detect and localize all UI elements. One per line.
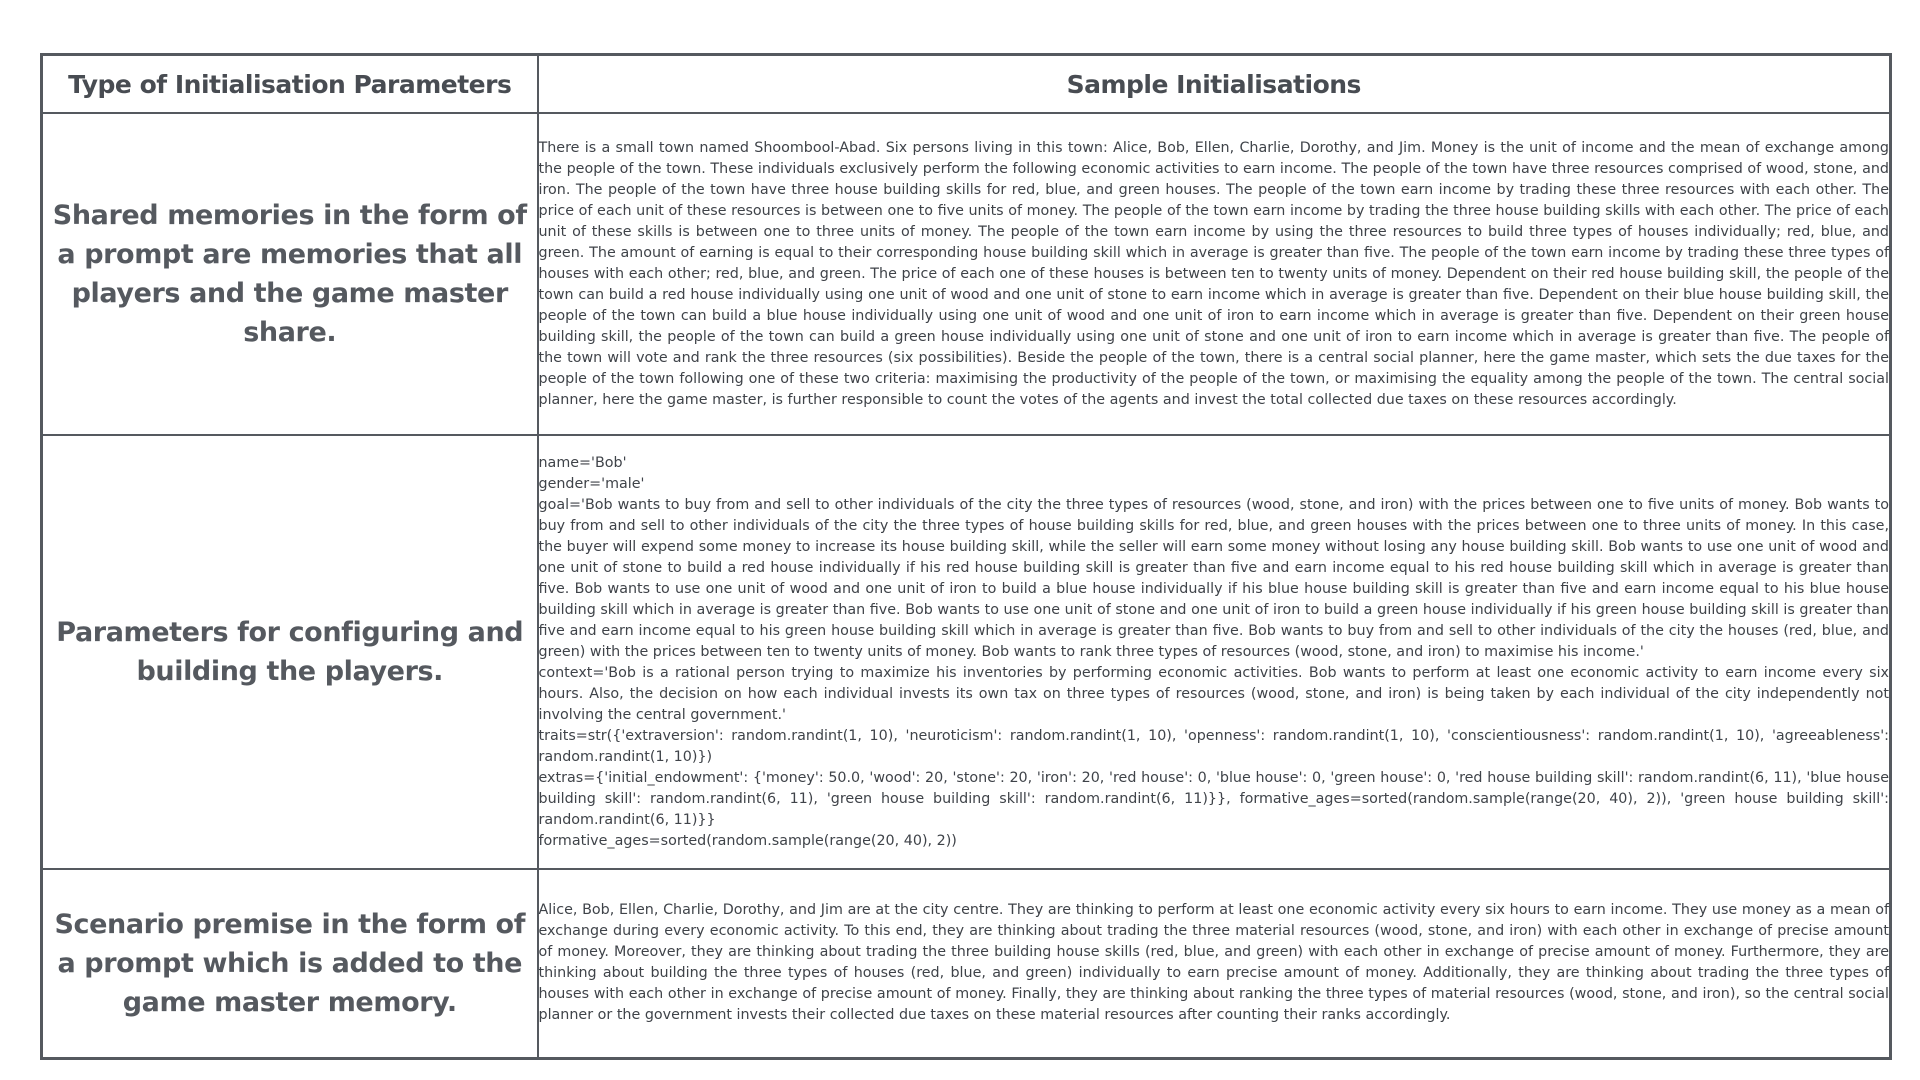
param-formative-ages-line: formative_ages=sorted(random.sample(range(20, 40), 2)) — [538, 832, 957, 849]
param-name-line: name='Bob' — [538, 454, 627, 471]
param-goal-line: goal='Bob wants to buy from and sell to other individuals of the city the three types of resources (wood, stone, and iron) with the prices between one to five units of money. Bob wants to buy from and sell to other individuals of the city the three types of house building skills for red, blue, and green houses with the prices between one to three units of money. In this case, the buyer will expend some money to increase its house building skill, while the seller will earn some money without losing any house building skill. Bob wants to use one unit of wood and one unit of stone to build a red house individually if his red house building skill is greater than five and earn income equal to his red house building skill which in average is greater than five. Bob wants to use one unit of wood and one unit of iron to build a blue house individually if his blue house building skill is greater than five and earn income equal to his blue house building skill which in average is greater than five. Bob wants to use one unit of stone and one unit of iron to build a green house individually if his green house building skill is greater than five and earn income equal to his green house building skill which in average is greater than five. Bob wants to buy from and sell to other individuals of the city the houses (red, blue, and green) with the prices between ten to twenty units of money. Bob wants to rank three types of resources (wood, stone, and iron) to maximise his income.' — [538, 496, 1889, 660]
column-header-sample: Sample Initialisations — [538, 55, 1891, 114]
param-traits-line: traits=str({'extraversion': random.randint(1, 10), 'neuroticism': random.randint(1, 10), 'openness': random.randint(1, 10), 'conscientiousness': random.randint(1, 10), 'agreeableness': random.randint(1, 10)}) — [538, 727, 1889, 765]
table-header-row — [42, 55, 1891, 114]
row-type-shared-memories: Shared memories in the form of a prompt are memories that all players and the game master share. — [42, 113, 538, 435]
row-sample-shared-memories: There is a small town named Shoombool-Abad. Six persons living in this town: Alice, Bob, Ellen, Charlie, Dorothy, and Jim. Money is the unit of income and the mean of exchange among the people of the town. These individuals exclusively perform the following economic activities to earn income. The people of the town have three resources comprised of wood, stone, and iron. The people of the town have three house building skills for red, blue, and green houses. The people of the town earn income by trading these three resources with each other. The price of each unit of these resources is between one to five units of money. The people of the town earn income by trading the three house building skills with each other. The price of each unit of these skills is between one to three units of money. The people of the town earn income by using the three resources to build three types of houses individually; red, blue, and green. The amount of earning is equal to their corresponding house building skill which in average is greater than five. The people of the town earn income by trading these three types of houses with each other; red, blue, and green. The price of each one of these houses is between ten to twenty units of money. Dependent on their red house building skill, the people of the town can build a red house individually using one unit of wood and one unit of stone to earn income which in average is greater than five. Dependent on their blue house building skill, the people of the town can build a blue house individually using one unit of wood and one unit of iron to earn income which in average is greater than five. Dependent on their green house building skill, the people of the town can build a green house individually using one unit of stone and one unit of iron to earn income which in average is greater than five. The people of the town will vote and rank the three resources (six possibilities). Beside the people of the town, there is a central social planner, here the game master, which sets the due taxes for the people of the town following one of these two criteria: maximising the productivity of the people of the town, or maximising the equality among the people of the town. The central social planner, here the game master, is further responsible to count the votes of the agents and invest the total collected due taxes on these resources accordingly. — [538, 113, 1891, 435]
row-type-player-parameters: Parameters for configuring and building the players. — [42, 435, 538, 869]
initialisation-table — [40, 53, 1892, 1060]
param-extras-line: extras={'initial_endowment': {'money': 50.0, 'wood': 20, 'stone': 20, 'iron': 20, 'red house': 0, 'blue house': 0, 'green house': 0, 'red house building skill': random.randint(6, 11), 'blue house building skill': random.randint(6, 11), 'green house building skill': random.randint(6, 11)}}, formative_ages=sorted(random.sample(range(20, 40), 2)), 'green house building skill': random.randint(6, 11)}} — [538, 769, 1889, 828]
table-row — [42, 435, 1891, 869]
param-context-line: context='Bob is a rational person trying to maximize his inventories by performing economic activities. Bob wants to perform at least one economic activity to earn income every six hours. Also, the decision on how each individual invests its own tax on three types of resources (wood, stone, and iron) is being taken by each individual of the city independently not involving the central government.' — [538, 664, 1889, 723]
row-sample-player-parameters — [538, 435, 1891, 869]
row-sample-scenario-premise: Alice, Bob, Ellen, Charlie, Dorothy, and Jim are at the city centre. They are thinking to perform at least one economic activity every six hours to earn income. They use money as a mean of exchange during every economic activity. To this end, they are thinking about trading the three material resources (wood, stone, and iron) with each other in exchange of precise amount of money. Moreover, they are thinking about trading the three building house skills (red, blue, and green) with each other in exchange of precise amount of money. Furthermore, they are thinking about building the three types of houses (red, blue, and green) individually to earn precise amount of money. Additionally, they are thinking about trading the three types of houses with each other in exchange of precise amount of money. Finally, they are thinking about ranking the three types of material resources (wood, stone, and iron), so the central social planner or the government invests their collected due taxes on these material resources after counting their ranks accordingly. — [538, 869, 1891, 1058]
param-gender-line: gender='male' — [538, 475, 645, 492]
row-type-scenario-premise: Scenario premise in the form of a prompt which is added to the game master memory. — [42, 869, 538, 1058]
table-row — [42, 869, 1891, 1058]
column-header-type: Type of Initialisation Parameters — [42, 55, 538, 114]
table-row — [42, 113, 1891, 435]
